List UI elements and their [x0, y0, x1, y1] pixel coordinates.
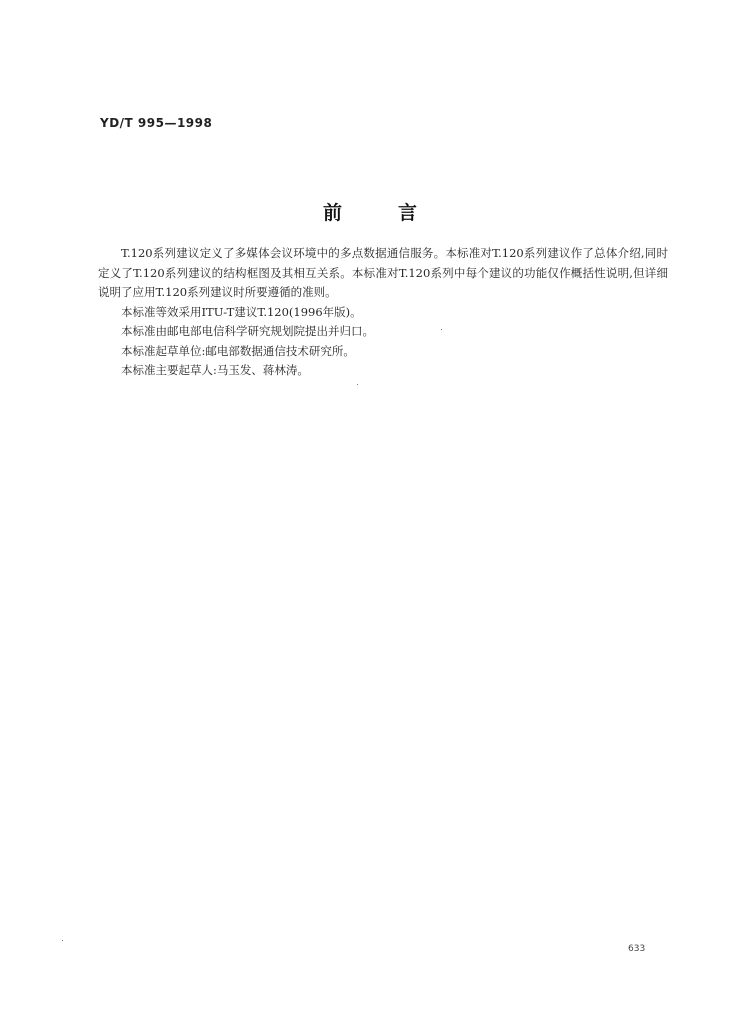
foreword-body: [98, 244, 668, 381]
scan-speck: [357, 384, 358, 385]
page-title: 前言: [322, 202, 473, 224]
paragraph-adoption: 本标准等效采用ITU-T建议T.120(1996年版)。: [121, 304, 362, 319]
scan-speck: [62, 940, 63, 941]
scan-speck: [441, 329, 442, 330]
standard-code: YD/T 995—1998: [100, 116, 213, 130]
page-number: 633: [628, 944, 646, 954]
paragraph-drafters: 本标准主要起草人:马玉发、蒋林涛。: [121, 363, 309, 377]
paragraph-proposer: 本标准由邮电部电信科学研究规划院提出并归口。: [121, 324, 374, 338]
paragraph-drafting-unit: 本标准起草单位:邮电部数据通信技术研究所。: [121, 343, 355, 358]
paragraph-overview: T.120系列建议定义了多媒体会议环境中的多点数据通信服务。本标准对T.120系列建议作了总体介绍,同时定义了T.120系列建议的结构框图及其相互关系。本标准对T.120系列中每个建议的功能仅作概括性说明,但详细说明了应用T.120系列建议时所要遵循的准则。: [98, 246, 668, 299]
